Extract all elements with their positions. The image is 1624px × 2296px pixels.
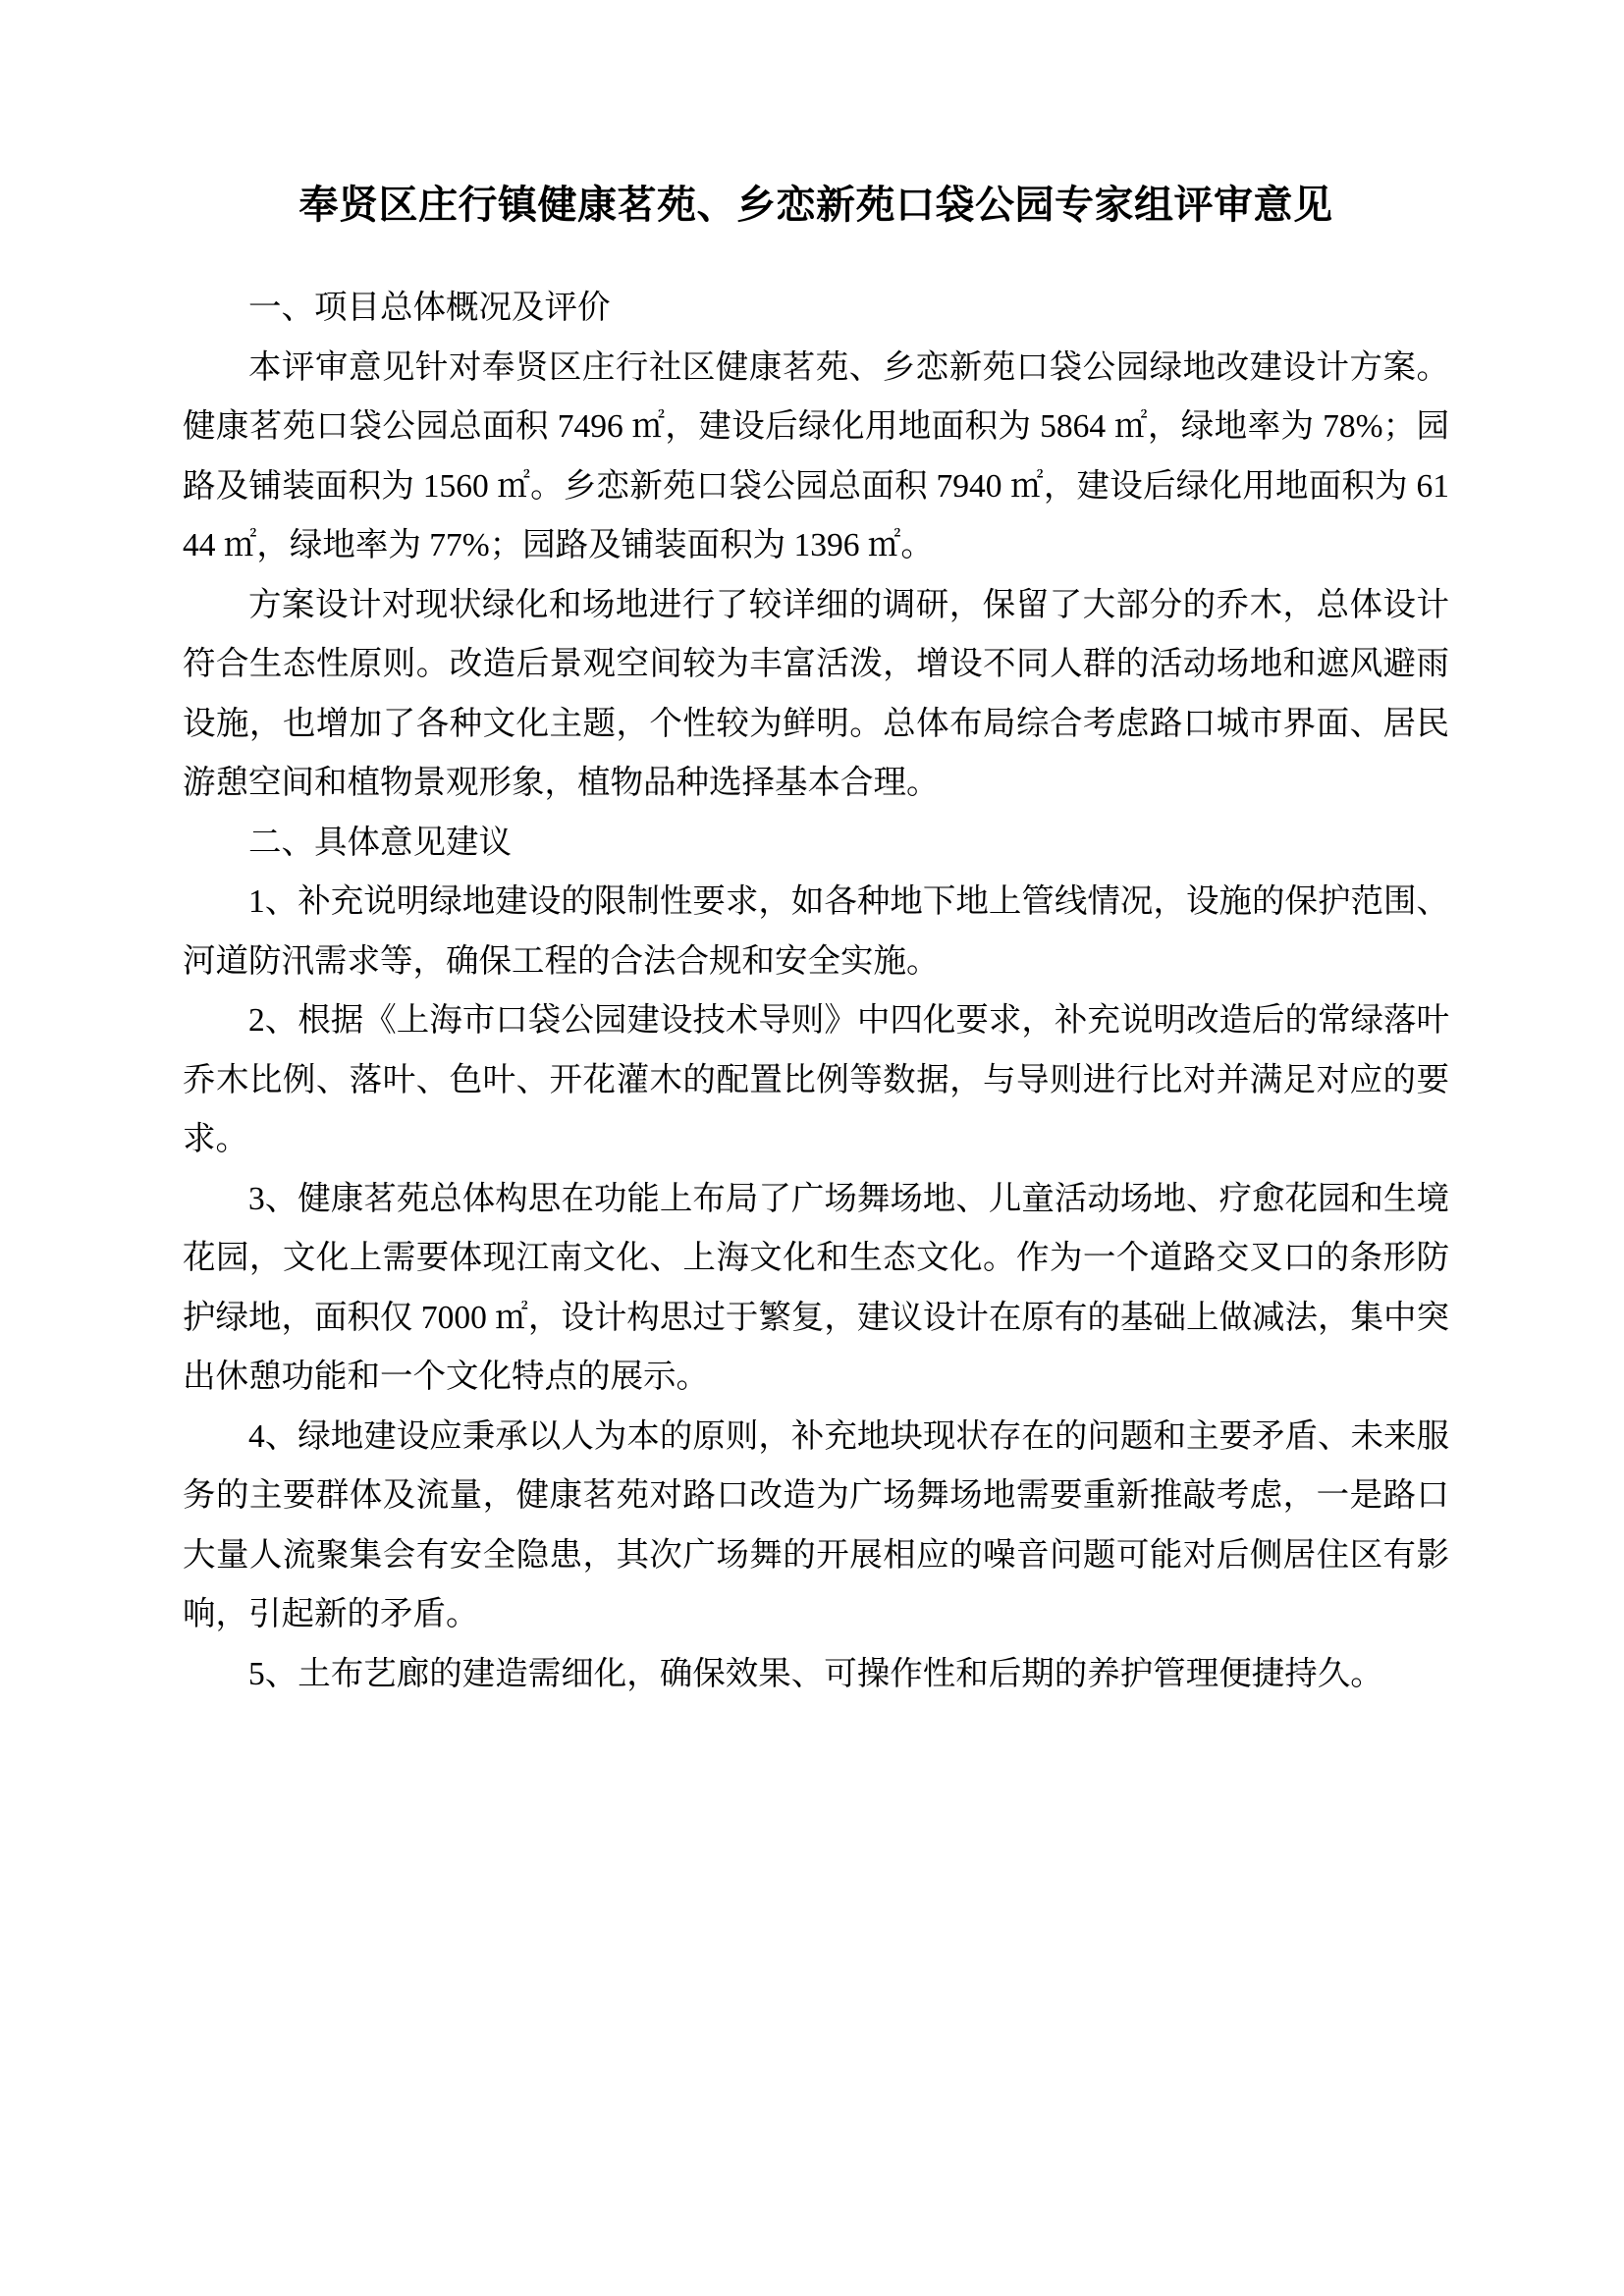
document-content (183, 0, 1449, 1704)
document-body (183, 279, 1449, 1704)
section-heading-2: 二、具体意见建议 (248, 824, 512, 861)
section-2-item-1: 1、补充说明绿地建设的限制性要求，如各种地下地上管线情况，设施的保护范围、河道防汛需求等，确保工程的合法合规和安全实施。 (183, 883, 1449, 980)
section-heading-1: 一、项目总体概况及评价 (248, 290, 611, 326)
page-title: 奉贤区庄行镇健康茗苑、乡恋新苑口袋公园专家组评审意见 (298, 183, 1333, 227)
section-1-paragraph-1: 本评审意见针对奉贤区庄行社区健康茗苑、乡恋新苑口袋公园绿地改建设计方案。健康茗苑口袋公园总面积 7496 ㎡，建设后绿化用地面积为 5864 ㎡，绿地率为 78%；园路及铺装面积为 1560 ㎡。乡恋新苑口袋公园总面积 7940 ㎡，建设后绿化用地面积为 6144 ㎡，绿地率为 77%；园路及铺装面积为 1396 ㎡。 (183, 348, 1449, 563)
section-2-item-3: 3、健康茗苑总体构思在功能上布局了广场舞场地、儿童活动场地、疗愈花园和生境花园，文化上需要体现江南文化、上海文化和生态文化。作为一个道路交叉口的条形防护绿地，面积仅 7000 ㎡，设计构思过于繁复，建议设计在原有的基础上做减法，集中突出休憩功能和一个文化特点的展示。 (183, 1180, 1449, 1395)
section-2-item-5: 5、土布艺廊的建造需细化，确保效果、可操作性和后期的养护管理便捷持久。 (248, 1655, 1383, 1692)
section-1-paragraph-2: 方案设计对现状绿化和场地进行了较详细的调研，保留了大部分的乔木，总体设计符合生态性原则。改造后景观空间较为丰富活泼，增设不同人群的活动场地和遮风避雨设施，也增加了各种文化主题，个性较为鲜明。总体布局综合考虑路口城市界面、居民游憩空间和植物景观形象，植物品种选择基本合理。 (183, 586, 1449, 801)
section-2-item-4: 4、绿地建设应秉承以人为本的原则，补充地块现状存在的问题和主要矛盾、未来服务的主要群体及流量，健康茗苑对路口改造为广场舞场地需要重新推敲考虑，一是路口大量人流聚集会有安全隐患，其次广场舞的开展相应的噪音问题可能对后侧居住区有影响，引起新的矛盾。 (183, 1417, 1449, 1632)
section-2-item-2: 2、根据《上海市口袋公园建设技术导则》中四化要求，补充说明改造后的常绿落叶乔木比例、落叶、色叶、开花灌木的配置比例等数据，与导则进行比对并满足对应的要求。 (183, 1002, 1449, 1157)
